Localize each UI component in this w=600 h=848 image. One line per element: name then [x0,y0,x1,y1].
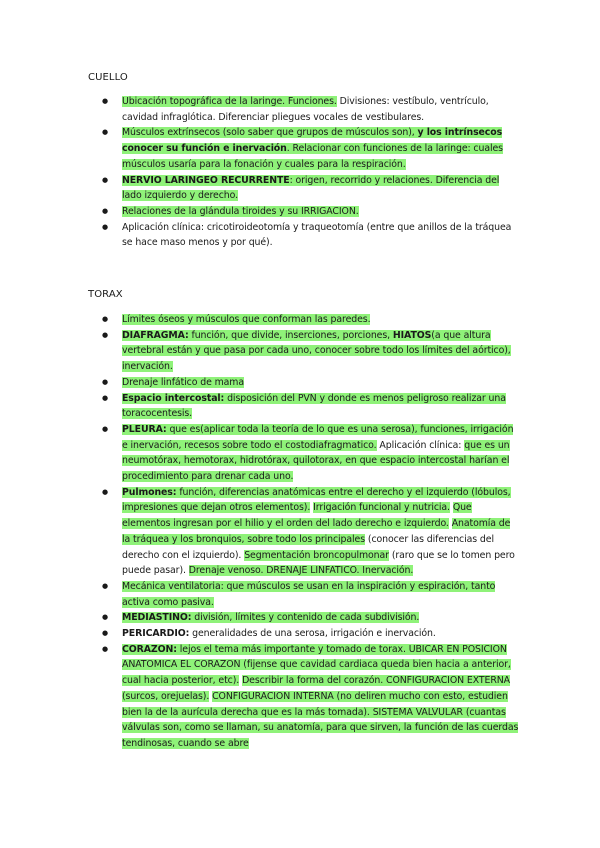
bold-text-run: DIAFRAGMA: [122,329,189,341]
text-run: Divisiones: vestíbulo, ventrículo, cavidad infraglótica. Diferenciar pliegues vocales de vestibulares. [122,96,489,123]
list-item [88,579,520,610]
text-run: Relaciones de la glándula tiroides y su IRRIGACION. [122,205,359,217]
bold-text-run: PERICARDIO: [122,628,190,640]
text-run: Describir la forma del corazón. CONFIGURACION EXTERNA (surcos, orejuelas). [122,675,510,702]
bold-text-run: PLEURA: [122,423,167,435]
text-run: (a que altura vertebral están y que pasa por cada uno, conocer sobre todo los límites del aórtico), inervación. [122,329,511,373]
text-run: generalidades de una serosa, irrigación e inervación. [189,628,436,640]
section-title-cuello: CUELLO [88,72,128,83]
text-run: Músculos extrínsecos (solo saber que grupos de músculos son), [122,127,418,139]
text-run: Mecánica ventilatoria: que músculos se usan en la inspiración y espiración, tanto activa como pasiva. [122,580,496,608]
text-run: (raro que se lo tomen pero puede pasar). [122,549,515,577]
list-item [88,626,520,642]
list-item [88,94,520,125]
torax-list [88,312,520,752]
list-item [88,220,520,251]
list-item [88,642,520,752]
bold-text-run: MEDIASTINO: [122,612,192,624]
text-run: división, límites y contenido de cada subdivisión. [191,612,420,624]
text-run: CONFIGURACION INTERNA (no deliren mucho con esto, estudien bien la de la aurícula derecha que es la más tomada). [122,690,508,718]
text-run: Anatomía de la tráquea y los bronquios, sobre todo los principales [122,518,511,545]
list-item [88,375,520,391]
bold-text-run: Pulmones: [122,486,177,498]
text-run: Aplicación clínica: [376,439,465,451]
text-run: Aplicación clínica: cricotiroideotomía y traqueotomía (entre que anillos de la tráquea se hace maso menos y por qué). [122,221,512,249]
list-item [88,485,520,579]
text-run: Que elementos ingresan por el hilio y el orden del lado derecho e izquierdo. [122,502,472,530]
list-item [88,610,520,626]
text-run: función, diferencias anatómicas entre el derecho y el izquierdo (lóbulos, impresiones que dejan otros elementos). [122,486,511,514]
list-item [88,391,520,422]
list-item [88,422,520,485]
text-run: Irrigación funcional y nutricia. [313,502,450,514]
section-title-torax: TORAX [88,289,123,300]
text-run: Límites óseos y músculos que conforman las paredes. [122,314,371,325]
bold-text-run: y los intrínsecos conocer su función e inervación [122,127,503,155]
text-run: lejos el tema más importante y tomado de torax. UBICAR EN POSICION ANATOMICA EL CORAZON (fijense que cavidad cardiaca queda bien hacia a anterior, cual hacia posterior, etc). [122,643,511,687]
text-run: disposición del PVN y donde es menos peligroso realizar una toracocentesis. [122,392,506,420]
list-item [88,125,520,172]
bold-text-run: NERVIO LARINGEO RECURRENTE [122,174,290,186]
list-item [88,173,520,204]
text-run: Drenaje venoso. DRENAJE LINFATICO. Inervación. [188,565,414,577]
list-item [88,204,520,220]
text-run: : origen, recorrido y relaciones. Diferencia del lado izquierdo y derecho. [122,174,500,202]
cuello-list [88,94,520,251]
list-item [88,328,520,375]
text-run: Drenaje linfático de mama [122,376,244,388]
text-run: Ubicación topográfica de la laringe. Funciones. [122,96,337,107]
text-run: función, que divide, inserciones, porciones, [188,329,393,341]
text-run: que es un neumotórax, hemotorax, hidrotórax, quilotorax, en que espacio intercostal harían el procedimiento para drenar cada uno. [122,439,510,483]
text-run: SISTEMA VALVULAR (cuantas válvulas son, como se llaman, su anatomía, para que sirven, la función de las cuerdas tendinosas, cuando se abre [122,706,519,749]
bold-text-run: HIATOS [392,329,432,341]
bold-text-run: CORAZON: [122,643,177,655]
text-run: Segmentación broncopulmonar [244,549,389,561]
text-run: (conocer las diferencias del derecho con el izquierdo). [122,533,494,561]
text-run: . Relacionar con funciones de la laringe: cuales músculos usaría para la fonación y cuales para la respiración. [122,143,503,170]
text-run: que es(aplicar toda la teoría de lo que es una serosa), funciones, irrigación e inervación, recesos sobre todo el costodiafragmatico. [122,423,514,451]
list-item [88,312,520,328]
bold-text-run: Espacio intercostal: [122,392,225,404]
